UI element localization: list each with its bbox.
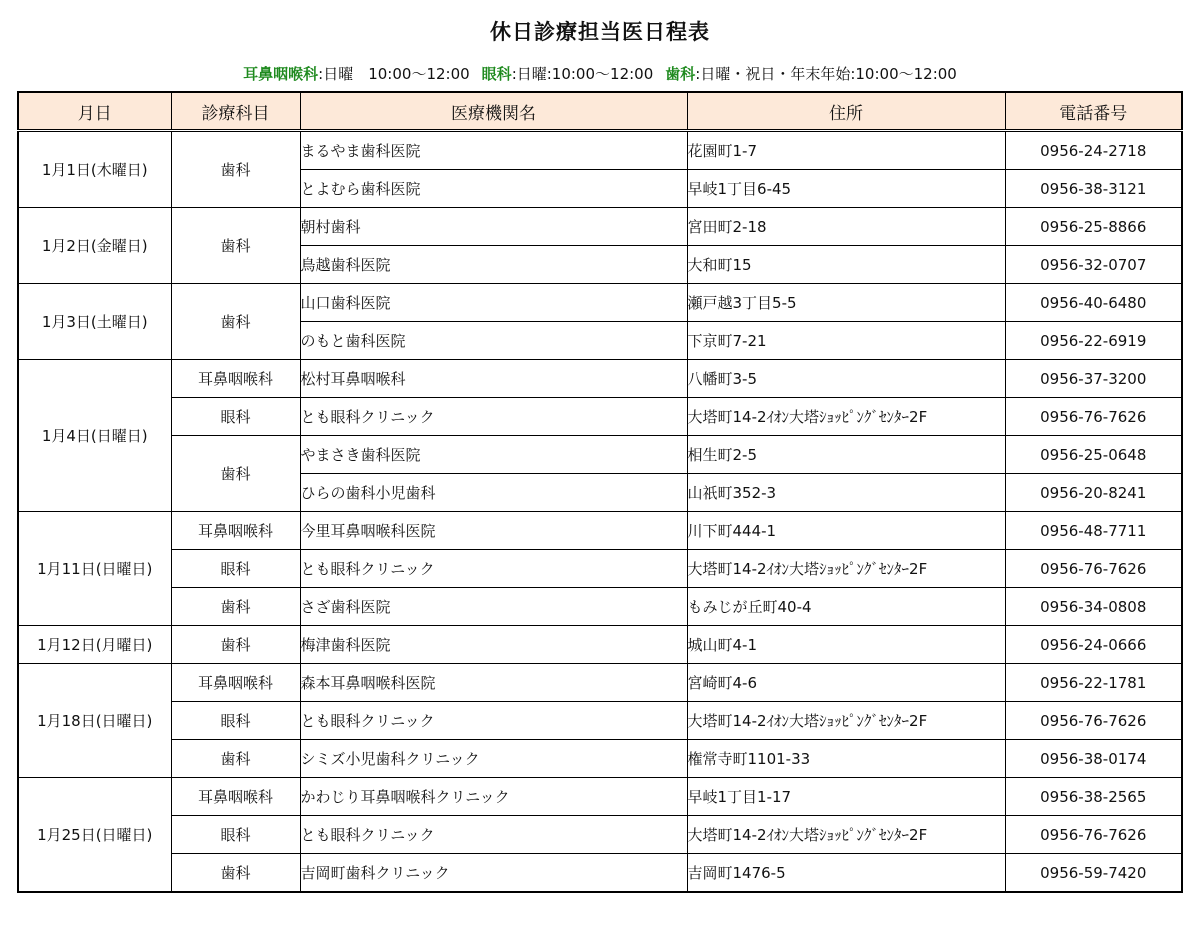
department-cell: 歯科 [171,131,300,208]
phone-cell: 0956-34-0808 [1005,588,1182,626]
phone-cell: 0956-25-8866 [1005,208,1182,246]
phone-cell: 0956-38-2565 [1005,778,1182,816]
institution-cell: 梅津歯科医院 [300,626,687,664]
institution-cell: かわじり耳鼻咽喉科クリニック [300,778,687,816]
institution-cell: 松村耳鼻咽喉科 [300,360,687,398]
phone-cell: 0956-59-7420 [1005,854,1182,893]
date-cell: 1月18日(日曜日) [18,664,171,778]
table-row [18,626,1182,664]
address-cell: 八幡町3-5 [687,360,1005,398]
table-row [18,398,1182,436]
department-cell: 歯科 [171,208,300,284]
phone-cell: 0956-32-0707 [1005,246,1182,284]
table-row [18,816,1182,854]
phone-cell: 0956-76-7626 [1005,398,1182,436]
schedule-body [18,131,1182,893]
table-row [18,284,1182,322]
table-row [18,512,1182,550]
department-cell: 耳鼻咽喉科 [171,512,300,550]
page-title: 休日診療担当医日程表 [490,20,710,44]
address-cell: 大塔町14-2ｲｵﾝ大塔ｼｮｯﾋﾟﾝｸﾞｾﾝﾀｰ2F [687,702,1005,740]
address-cell: 大塔町14-2ｲｵﾝ大塔ｼｮｯﾋﾟﾝｸﾞｾﾝﾀｰ2F [687,816,1005,854]
phone-cell: 0956-76-7626 [1005,816,1182,854]
date-cell: 1月12日(月曜日) [18,626,171,664]
institution-cell: ひらの歯科小児歯科 [300,474,687,512]
table-row [18,740,1182,778]
date-cell: 1月3日(土曜日) [18,284,171,360]
header-phone: 電話番号 [1005,92,1182,131]
address-cell: 宮田町2-18 [687,208,1005,246]
department-cell: 耳鼻咽喉科 [171,360,300,398]
phone-cell: 0956-38-3121 [1005,170,1182,208]
table-row [18,360,1182,398]
table-row [18,664,1182,702]
address-cell: 山祇町352-3 [687,474,1005,512]
department-cell: 歯科 [171,588,300,626]
address-cell: 大塔町14-2ｲｵﾝ大塔ｼｮｯﾋﾟﾝｸﾞｾﾝﾀｰ2F [687,550,1005,588]
institution-cell: さざ歯科医院 [300,588,687,626]
institution-cell: 吉岡町歯科クリニック [300,854,687,893]
table-row [18,208,1182,246]
date-cell: 1月11日(日曜日) [18,512,171,626]
address-cell: 大塔町14-2ｲｵﾝ大塔ｼｮｯﾋﾟﾝｸﾞｾﾝﾀｰ2F [687,398,1005,436]
department-cell: 歯科 [171,740,300,778]
table-row [18,131,1182,170]
department-cell: 眼科 [171,550,300,588]
phone-cell: 0956-76-7626 [1005,702,1182,740]
department-cell: 歯科 [171,436,300,512]
phone-cell: 0956-76-7626 [1005,550,1182,588]
department-cell: 歯科 [171,284,300,360]
department-cell: 眼科 [171,702,300,740]
phone-cell: 0956-24-0666 [1005,626,1182,664]
hours-summary [0,63,1200,84]
header-date: 月日 [18,92,171,131]
address-cell: 宮崎町4-6 [687,664,1005,702]
hours-time-ent: :日曜 10:00～12:00 [318,65,470,83]
address-cell: 大和町15 [687,246,1005,284]
department-cell: 耳鼻咽喉科 [171,778,300,816]
header-address: 住所 [687,92,1005,131]
institution-cell: とよむら歯科医院 [300,170,687,208]
date-cell: 1月25日(日曜日) [18,778,171,893]
institution-cell: のもと歯科医院 [300,322,687,360]
institution-cell: 森本耳鼻咽喉科医院 [300,664,687,702]
hours-dept-eye: 眼科 [481,65,512,83]
table-row [18,702,1182,740]
address-cell: 下京町7-21 [687,322,1005,360]
address-cell: 川下町444-1 [687,512,1005,550]
phone-cell: 0956-37-3200 [1005,360,1182,398]
institution-cell: まるやま歯科医院 [300,131,687,170]
date-cell: 1月4日(日曜日) [18,360,171,512]
department-cell: 眼科 [171,398,300,436]
header-row [18,92,1182,131]
institution-cell: 朝村歯科 [300,208,687,246]
table-row [18,854,1182,893]
address-cell: 城山町4-1 [687,626,1005,664]
date-cell: 1月2日(金曜日) [18,208,171,284]
phone-cell: 0956-25-0648 [1005,436,1182,474]
institution-cell: とも眼科クリニック [300,398,687,436]
institution-cell: シミズ小児歯科クリニック [300,740,687,778]
address-cell: 吉岡町1476-5 [687,854,1005,893]
table-row [18,550,1182,588]
institution-cell: とも眼科クリニック [300,550,687,588]
institution-cell: とも眼科クリニック [300,816,687,854]
address-cell: 相生町2-5 [687,436,1005,474]
hours-time-dental: :日曜・祝日・年末年始:10:00～12:00 [695,65,957,83]
address-cell: 花園町1-7 [687,131,1005,170]
institution-cell: 山口歯科医院 [300,284,687,322]
institution-cell: やまさき歯科医院 [300,436,687,474]
phone-cell: 0956-24-2718 [1005,131,1182,170]
department-cell: 歯科 [171,626,300,664]
institution-cell: とも眼科クリニック [300,702,687,740]
header-institution: 医療機関名 [300,92,687,131]
header-department: 診療科目 [171,92,300,131]
hours-dept-ent: 耳鼻咽喉科 [243,65,319,83]
date-cell: 1月1日(木曜日) [18,131,171,208]
phone-cell: 0956-40-6480 [1005,284,1182,322]
address-cell: 瀬戸越3丁目5-5 [687,284,1005,322]
hours-dept-dental: 歯科 [665,65,696,83]
department-cell: 歯科 [171,854,300,893]
hours-time-eye: :日曜:10:00～12:00 [511,65,654,83]
phone-cell: 0956-22-1781 [1005,664,1182,702]
department-cell: 耳鼻咽喉科 [171,664,300,702]
institution-cell: 今里耳鼻咽喉科医院 [300,512,687,550]
table-row [18,588,1182,626]
department-cell: 眼科 [171,816,300,854]
table-row [18,436,1182,474]
address-cell: 早岐1丁目6-45 [687,170,1005,208]
address-cell: 早岐1丁目1-17 [687,778,1005,816]
address-cell: 権常寺町1101-33 [687,740,1005,778]
phone-cell: 0956-22-6919 [1005,322,1182,360]
table-row [18,778,1182,816]
phone-cell: 0956-38-0174 [1005,740,1182,778]
schedule-table [17,91,1183,893]
phone-cell: 0956-20-8241 [1005,474,1182,512]
phone-cell: 0956-48-7711 [1005,512,1182,550]
address-cell: もみじが丘町40-4 [687,588,1005,626]
institution-cell: 鳥越歯科医院 [300,246,687,284]
